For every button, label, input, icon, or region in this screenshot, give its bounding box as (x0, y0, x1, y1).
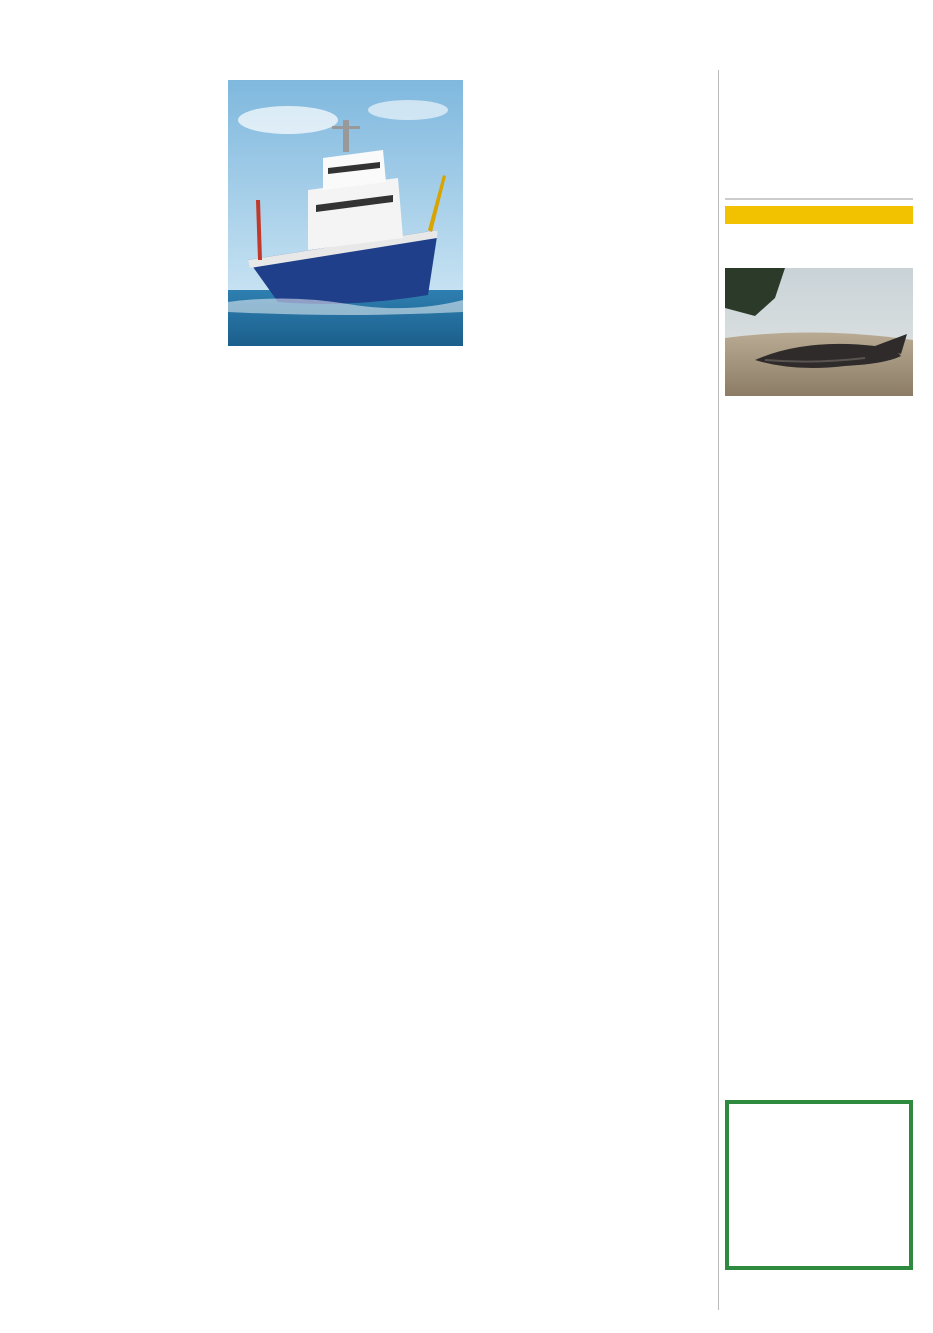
column-divider (718, 70, 719, 1310)
side-article-body (725, 402, 911, 838)
article-column-2 (233, 352, 463, 832)
article-column-1 (471, 230, 701, 830)
masthead-logo (725, 70, 913, 140)
subscription-ad[interactable] (725, 1100, 913, 1270)
research-ship-photo (228, 80, 463, 346)
category-tag (725, 206, 913, 224)
ship-illustration (228, 80, 463, 346)
whale-photo (725, 268, 913, 396)
section-divider (725, 198, 913, 200)
whale-photo-illustration (725, 268, 913, 396)
